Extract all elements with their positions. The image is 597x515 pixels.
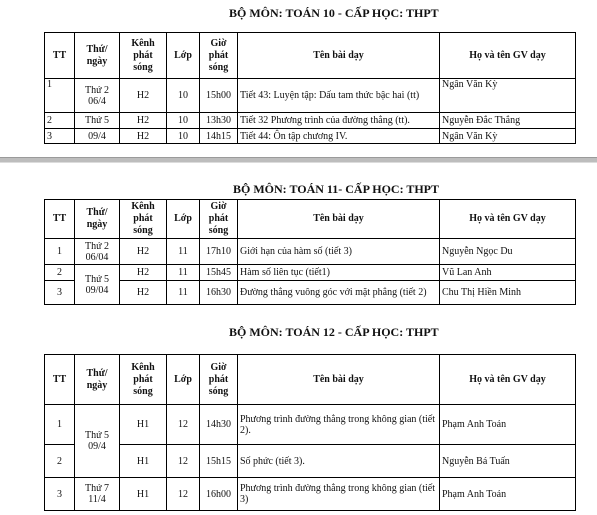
row-tt: 3: [45, 129, 75, 144]
header-row: [45, 200, 576, 239]
row-lesson: Hàm số liên tục (tiết1): [238, 265, 440, 281]
row-day: Thứ 7 11/4: [75, 478, 120, 511]
table-row: [45, 405, 576, 445]
row-time: 14h30: [200, 405, 238, 445]
header-teacher: Họ và tên GV dạy: [440, 33, 576, 79]
row-tt: 3: [45, 281, 75, 305]
row-time: 15h45: [200, 265, 238, 281]
row-time: 15h15: [200, 445, 238, 478]
row-grade: 12: [167, 478, 200, 511]
header-lesson: Tên bài dạy: [238, 33, 440, 79]
row-lesson: Phương trình đường thẳng trong không gian (tiết 2).: [238, 405, 440, 445]
section-title-math-12: BỘ MÔN: TOÁN 12 - CẤP HỌC: THPT: [229, 325, 439, 339]
row-lesson: Tiết 44: Ôn tập chương IV.: [238, 129, 440, 144]
row-teacher: Phạm Anh Toản: [440, 478, 576, 511]
row-channel: H2: [120, 113, 167, 129]
row-tt: 2: [45, 445, 75, 478]
header-day: Thứ/ ngày: [75, 355, 120, 405]
row-grade: 10: [167, 79, 200, 113]
row-time: 13h30: [200, 113, 238, 129]
header-channel: Kênh phát sóng: [120, 355, 167, 405]
row-tt: 1: [45, 405, 75, 445]
row-lesson: Đường thẳng vuông góc với mặt phẳng (tiết 2): [238, 281, 440, 305]
row-time: 16h30: [200, 281, 238, 305]
table-row: [45, 113, 576, 129]
header-lesson: Tên bài dạy: [238, 355, 440, 405]
row-day: Thứ 5 09/4: [75, 405, 120, 478]
row-channel: H1: [120, 405, 167, 445]
schedule-table-math-11: [44, 199, 576, 305]
row-day: Thứ 5 09/04: [75, 265, 120, 305]
row-grade: 11: [167, 239, 200, 265]
row-day: Thứ 5: [75, 113, 120, 129]
header-time: Giờ phát sóng: [200, 355, 238, 405]
row-teacher: Vũ Lan Anh: [440, 265, 576, 281]
table-row: [45, 239, 576, 265]
header-time: Giờ phát sóng: [200, 33, 238, 79]
header-grade: Lớp: [167, 33, 200, 79]
header-lesson: Tên bài dạy: [238, 200, 440, 239]
row-teacher: Phạm Anh Toản: [440, 405, 576, 445]
row-lesson: Giới hạn của hàm số (tiết 3): [238, 239, 440, 265]
row-lesson: Số phức (tiết 3).: [238, 445, 440, 478]
schedule-table-math-12: [44, 354, 576, 511]
row-lesson: Tiết 32 Phương trình của đường thẳng (tt).: [238, 113, 440, 129]
row-teacher: Ngân Văn Kỳ: [440, 129, 576, 144]
schedule-table-math-10: [44, 32, 576, 144]
table-row: [45, 478, 576, 511]
header-teacher: Họ và tên GV dạy: [440, 355, 576, 405]
row-grade: 11: [167, 265, 200, 281]
table-row: [45, 79, 576, 113]
header-channel: Kênh phát sóng: [120, 33, 167, 79]
section-title-math-10: BỘ MÔN: TOÁN 10 - CẤP HỌC: THPT: [229, 6, 439, 20]
header-tt: TT: [45, 33, 75, 79]
header-row: [45, 355, 576, 405]
table-row: [45, 445, 576, 478]
row-channel: H2: [120, 79, 167, 113]
row-grade: 12: [167, 405, 200, 445]
header-teacher: Họ và tên GV dạy: [440, 200, 576, 239]
row-teacher: Nguyễn Bá Tuấn: [440, 445, 576, 478]
row-teacher: Ngân Văn Kỳ: [440, 79, 576, 113]
row-grade: 10: [167, 113, 200, 129]
row-grade: 11: [167, 281, 200, 305]
row-channel: H1: [120, 445, 167, 478]
header-time: Giờ phát sóng: [200, 200, 238, 239]
row-grade: 12: [167, 445, 200, 478]
row-teacher: Nguyễn Ngọc Du: [440, 239, 576, 265]
row-time: 17h10: [200, 239, 238, 265]
row-tt: 1: [45, 239, 75, 265]
header-channel: Kênh phát sóng: [120, 200, 167, 239]
row-time: 14h15: [200, 129, 238, 144]
header-day: Thứ/ ngày: [75, 33, 120, 79]
row-lesson: Phương trình đường thẳng trong không gian (tiết 3): [238, 478, 440, 511]
header-grade: Lớp: [167, 355, 200, 405]
header-tt: TT: [45, 355, 75, 405]
header-row: [45, 33, 576, 79]
section-title-math-11: BỘ MÔN: TOÁN 11- CẤP HỌC: THPT: [233, 182, 440, 196]
row-channel: H1: [120, 478, 167, 511]
row-day: Thứ 2 06/04: [75, 239, 120, 265]
header-day: Thứ/ ngày: [75, 200, 120, 239]
header-grade: Lớp: [167, 200, 200, 239]
row-channel: H2: [120, 281, 167, 305]
row-tt: 2: [45, 113, 75, 129]
row-tt: 2: [45, 265, 75, 281]
row-time: 15h00: [200, 79, 238, 113]
row-time: 16h00: [200, 478, 238, 511]
table-row: [45, 265, 576, 281]
row-teacher: Nguyễn Đắc Thắng: [440, 113, 576, 129]
row-tt: 3: [45, 478, 75, 511]
row-day: 09/4: [75, 129, 120, 144]
header-tt: TT: [45, 200, 75, 239]
row-channel: H2: [120, 239, 167, 265]
row-channel: H2: [120, 129, 167, 144]
table-row: [45, 129, 576, 144]
row-channel: H2: [120, 265, 167, 281]
row-tt: 1: [45, 79, 75, 113]
section-separator: [0, 157, 597, 163]
row-lesson: Tiết 43: Luyện tập: Dấu tam thức bậc hai (tt): [238, 79, 440, 113]
row-teacher: Chu Thị Hiền Minh: [440, 281, 576, 305]
table-row: [45, 281, 576, 305]
row-day: Thứ 2 06/4: [75, 79, 120, 113]
row-grade: 10: [167, 129, 200, 144]
